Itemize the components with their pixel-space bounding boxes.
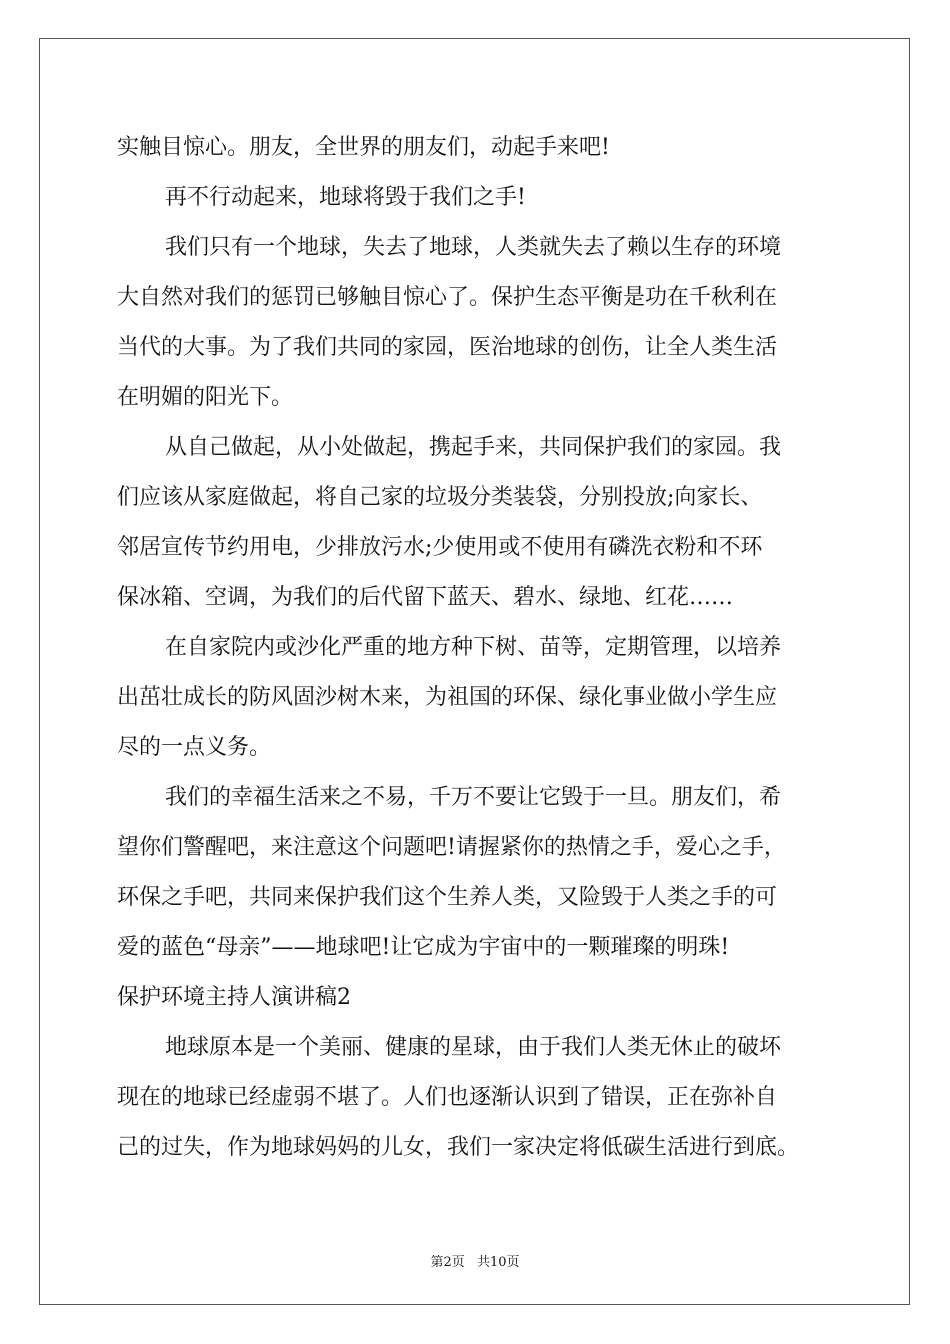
paragraph-line: 我们只有一个地球，失去了地球，人类就失去了赖以生存的环境 xyxy=(165,235,782,260)
page-footer xyxy=(0,1251,950,1270)
body-line: 邻居宣传节约用电，少排放污水;少使用或不使用有磷洗衣粉和不环 xyxy=(117,535,763,560)
body-line: 大自然对我们的惩罚已够触目惊心了。保护生态平衡是功在千秋利在 xyxy=(117,285,778,310)
body-line: 尽的一点义务。 xyxy=(117,735,272,760)
paragraph-line: 我们的幸福生活来之不易，千万不要让它毁于一旦。朋友们，希 xyxy=(165,785,782,810)
body-line: 当代的大事。为了我们共同的家园，医治地球的创伤，让全人类生活 xyxy=(117,335,778,360)
body-line: 现在的地球已经虚弱不堪了。人们也逐渐认识到了错误，正在弥补自 xyxy=(117,1085,778,1110)
page-border xyxy=(39,38,910,1305)
body-line: 们应该从家庭做起，将自己家的垃圾分类装袋，分别投放;向家长、 xyxy=(117,485,763,510)
page-number-current: 第2页 xyxy=(430,1255,465,1270)
paragraph-line: 从自己做起，从小处做起，携起手来，共同保护我们的家园。我 xyxy=(165,435,782,460)
page-number-total: 共10页 xyxy=(476,1255,520,1270)
body-line: 环保之手吧，共同来保护我们这个生养人类，又险毁于人类之手的可 xyxy=(117,885,778,910)
body-line: 保冰箱、空调，为我们的后代留下蓝天、碧水、绿地、红花…… xyxy=(117,585,734,610)
paragraph-line: 地球原本是一个美丽、健康的星球，由于我们人类无休止的破坏 xyxy=(165,1035,782,1060)
body-line: 出茁壮成长的防风固沙树木来，为祖国的环保、绿化事业做小学生应 xyxy=(117,685,778,710)
paragraph-line: 在自家院内或沙化严重的地方种下树、苗等，定期管理，以培养 xyxy=(165,635,782,660)
body-line: 在明媚的阳光下。 xyxy=(117,385,294,410)
paragraph-line: 再不行动起来，地球将毁于我们之手! xyxy=(165,185,526,210)
section-heading: 保护环境主持人演讲稿2 xyxy=(117,985,351,1010)
body-line: 实触目惊心。朋友，全世界的朋友们，动起手来吧! xyxy=(117,135,610,160)
body-line: 爱的蓝色“母亲”——地球吧!让它成为宇宙中的一颗璀璨的明珠! xyxy=(117,935,730,960)
body-line: 望你们警醒吧，来注意这个问题吧!请握紧你的热情之手，爱心之手， xyxy=(117,835,786,860)
body-line: 己的过失，作为地球妈妈的儿女，我们一家决定将低碳生活进行到底。 xyxy=(117,1135,800,1160)
